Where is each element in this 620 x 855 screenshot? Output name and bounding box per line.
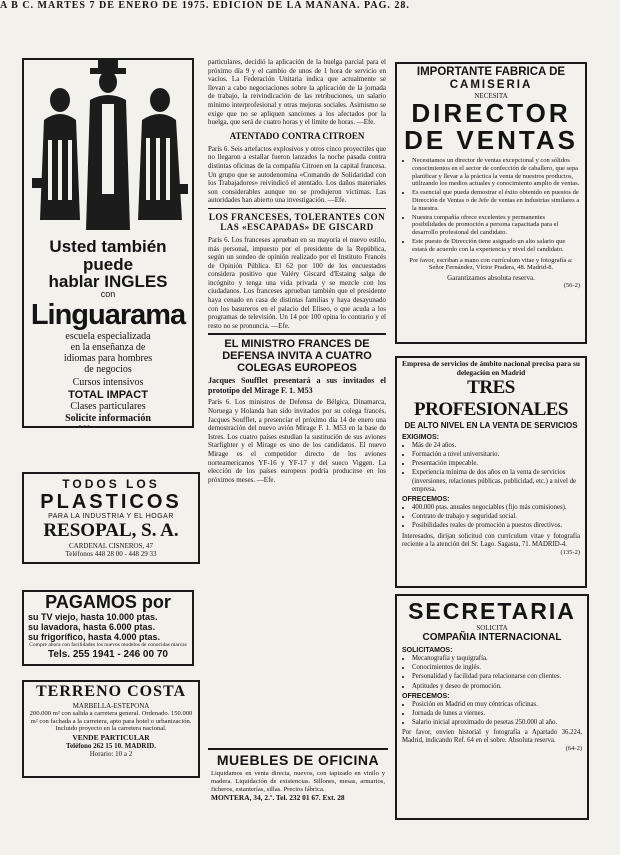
terreno-phone: Teléfono 262 15 10. MADRID. bbox=[66, 741, 156, 750]
muebles-address: MONTERA, 34, 2.º. Tel. 232 01 67. Ext. 28 bbox=[211, 793, 345, 803]
camiseria-line-1: IMPORTANTE FABRICA DE bbox=[416, 66, 566, 78]
tres-ofrecemos: OFRECEMOS: bbox=[402, 495, 450, 503]
camiseria-director: DIRECTOR bbox=[411, 98, 571, 128]
terreno-title: TERRENO COSTA bbox=[35, 683, 187, 700]
secretaria-offer-2: • Jornada de lunes a viernes. bbox=[412, 710, 582, 718]
pagamos-title: PAGAMOS por bbox=[45, 592, 171, 612]
article-atentado: París 6. Seis artefactos explosivos y otros cinco proyectiles que no llegaron a estallar fueron lanzados la noche pasada contra distintas oficinas de la compañía Citroen en la capital francesa. Un grupo que se autodenomina «Comando de Solidaridad con los Trabajadores» reivindicó el atentado. Los daños materiales son considerables aunque no se produjeron víctimas. Las autoridades han abierto una investigación. —Efe. bbox=[208, 144, 386, 205]
description-6: TOTAL IMPACT bbox=[68, 389, 148, 401]
secretaria-solicita: SOLICITA bbox=[476, 624, 508, 632]
terreno-hours: Horario: 10 a 2 bbox=[89, 749, 133, 758]
article-franceses: París 6. Los franceses aprueban en su mayoría el nuevo estilo, más personal, impuesto por el presidente de la República, según un sondeo de opinión realizado por el Instituto Francés de Opinión Pública. El 62 por 100 de los encuestados considera positivo que Valéry Giscard d'Estaing salga de incógnito y tenga una vida privada y se mezcle con los ciudadanos. Los franceses aprueban también que el presidente haya cenado en casa de distintas familias y haya desayunado con los basureros en el palacio del Elíseo, o que acuda a los programas de televisión. Un 14 por 100 opina lo contrario y el resto no se pronuncia. —Efe. bbox=[208, 235, 386, 330]
tres-contact: Interesados, dirijan solicitud con currículum vitae y fotografía reciente a la atención del Sr. Lago. Sagasta, 71. MADRID-4. bbox=[402, 532, 580, 548]
plasticos-line-2: PLASTICOS bbox=[40, 491, 182, 513]
camiseria-bullet-1: • Necesitamos un director de ventas excepcional y con sólidos conocimientos en el sector de confección de caballero, que sepa planificar y llevar a la práctica la venta de nuestros productos, utilizando los medios actuales y conocimiento amplio de ventas. bbox=[412, 157, 580, 188]
camiseria-reserve: Garantizamos absoluta reserva. bbox=[447, 274, 535, 283]
muebles-ad bbox=[208, 748, 388, 810]
secretaria-offer-1: • Posición en Madrid en muy céntricas oficinas. bbox=[412, 701, 582, 709]
headline-line-1: Usted también bbox=[49, 237, 167, 256]
secretaria-req-1: • Mecanografía y taquigrafía. bbox=[412, 655, 582, 663]
description-5: Cursos intensivos bbox=[72, 377, 144, 388]
camiseria-ventas: DE VENTAS bbox=[404, 125, 578, 155]
linguarama-ad bbox=[22, 58, 194, 428]
pagamos-tv: su TV viejo, hasta 10.000 ptas. bbox=[28, 612, 158, 622]
description-2: en la enseñanza de bbox=[70, 342, 146, 353]
secretaria-contact: Por favor, envíen historial y fotografía a Apartado 36.224, Madrid, indicando Ref. 64 en el sobre. Absoluta reserva. bbox=[402, 729, 582, 745]
secretaria-offer-3: • Salario inicial aproximado de pesetas 250.000 al año. bbox=[412, 719, 582, 727]
headline-ministro: EL MINISTRO FRANCES DE DEFENSA INVITA A CUATRO COLEGAS EUROPEOS bbox=[222, 338, 372, 375]
tres-req-4: • Experiencia mínima de dos años en la venta de servicios (inversiones, relaciones públicas, publicidad, etc.) a nivel de empresa. bbox=[412, 469, 580, 494]
tres-offer-1: • 400.000 ptas. anuales negociables (fijo más comisiones). bbox=[412, 504, 580, 512]
secretaria-title: SECRETARIA bbox=[408, 598, 576, 624]
tres-req-3: • Presentación impecable. bbox=[412, 460, 580, 468]
plasticos-address: CARDENAL CISNEROS, 47 bbox=[69, 542, 153, 550]
secretaria-ref: (64-2) bbox=[565, 745, 582, 753]
camiseria-bullet-4: • Este puesto de Dirección tiene asignado un alto salario que estará de acuerdo con la experiencia y nivel del candidato. bbox=[412, 238, 580, 254]
plasticos-company: RESOPAL, S. A. bbox=[43, 520, 179, 541]
pagamos-lavadora: su lavadora, hasta 6.000 ptas. bbox=[28, 622, 156, 632]
description-3: idiomas para hombres bbox=[63, 353, 153, 364]
pagamos-ad bbox=[22, 590, 194, 666]
headline-line-2: puede bbox=[82, 255, 134, 274]
secretaria-ad bbox=[395, 594, 589, 820]
brand-name: Linguarama bbox=[30, 299, 186, 331]
description-1: escuela especializada bbox=[65, 331, 151, 342]
muebles-title: MUEBLES DE OFICINA bbox=[216, 752, 380, 768]
secretaria-solicitamos: SOLICITAMOS: bbox=[402, 647, 453, 654]
tres-subtitle: DE ALTO NIVEL EN LA VENTA DE SERVICIOS bbox=[404, 421, 578, 431]
article-ministro: París 6. Los ministros de Defensa de Bélgica, Dinamarca, Noruega y Holanda han sido invitados por su colega francés, Jacques Soufflet, a presenciar el próximo día 14 de enero una demostración del nuevo avión Mirage F. 1. M53 en la base de Istres. Los cuatro países estudian la sustitución de sus aviones Starfighter y el Mirage es uno de los candidatos. El nuevo Mirage es el competidor directo de los aviones norteamericanos YF-16 y YF-17 y del sueco Viggen. La elección de los países europeos podría producirse en los próximos meses. —Efe. bbox=[208, 398, 386, 484]
plasticos-line-1: TODOS LOS bbox=[62, 477, 160, 491]
tres-offer-2: • Contrato de trabajo y seguridad social. bbox=[412, 513, 580, 521]
plasticos-phone: Teléfonos 448 28 00 - 448 29 33 bbox=[65, 550, 157, 558]
secretaria-req-2: • Conocimientos de inglés. bbox=[412, 664, 582, 672]
pagamos-text: Compre ahora con facilidades los nuevos modelos de conocidas marcas bbox=[29, 642, 187, 648]
pagamos-phones: Tels. 255 1941 - 246 00 70 bbox=[48, 648, 168, 660]
camiseria-bullet-2: • Es esencial que pueda demostrar el éxito obtenido en puestos de Dirección de Ventas o de Jefe de ventas en industrias similares a la nuestra. bbox=[412, 189, 580, 212]
news-column bbox=[208, 58, 386, 748]
secretaria-req-4: • Aptitudes y deseo de promoción. bbox=[412, 683, 582, 691]
secretaria-ofrecemos: OFRECEMOS: bbox=[402, 692, 450, 700]
tres-exigimos: EXIGIMOS: bbox=[402, 433, 439, 441]
tres-profesionales-ad bbox=[395, 356, 587, 588]
terreno-description: 200.000 m² con salida a carretera general. Ordenado. 150.000 m² con fachada a la carretera, apto para hotel o urbanización. Incluido proyecto en la carretera nacional. bbox=[29, 710, 193, 733]
tres-req-1: • Más de 24 años. bbox=[412, 442, 580, 450]
headline-line-4: con bbox=[100, 289, 116, 299]
terreno-place: MARBELLA-ESTEPONA bbox=[72, 702, 150, 710]
camiseria-line-2: CAMISERIA bbox=[449, 79, 533, 91]
plasticos-line-3: PARA LA INDUSTRIA Y EL HOGAR bbox=[48, 513, 174, 520]
description-7: Clases particulares bbox=[70, 401, 146, 412]
camiseria-line-3: NECESITA bbox=[474, 92, 508, 100]
page-header: A B C. MARTES 7 DE ENERO DE 1975. EDICION DE LA MAÑANA. PAG. 28. bbox=[0, 0, 410, 11]
article-continuation: particulares, decidió la aplicación de la huelga parcial para el próximo día 9 y el cambio de unos de 1 hora de servicio en vacíos. La Federación Unitaria indica que actualmente se llevan a cabo negociaciones sobre la aplicación de la jornada de trabajo, la reivindicación de las retribuciones, un salario mínimo interprofesional y otras mejoras sociales. Asimismo se exige que no se apliquen sanciones a los afectados por la huelga, que será de cuatro horas y el límite de horas. —Efe. bbox=[208, 58, 386, 127]
secretaria-company: COMPAÑIA INTERNACIONAL bbox=[422, 632, 562, 643]
tres-title: TRES PROFESIONALES bbox=[414, 377, 568, 421]
businessmen-illustration bbox=[24, 60, 192, 240]
headline-atentado: ATENTADO CONTRA CITROEN bbox=[229, 130, 365, 141]
muebles-text: Liquidamos en venta directa, nuevos, con tapizado en vinilo y madera. Liquidación de existencias. Sillones, mesas, armarios, ficheros, estanterías, sillas. Precios fábrica. bbox=[211, 770, 385, 793]
phone bbox=[24, 425, 192, 428]
description-4: de negocios bbox=[84, 364, 132, 375]
pagamos-frigorifico: su frigorífico, hasta 4.000 ptas. bbox=[28, 632, 161, 642]
tres-intro: Empresa de servicios de ámbito nacional precisa para su delegación en Madrid bbox=[402, 359, 580, 377]
terreno-ad bbox=[22, 680, 200, 778]
plasticos-ad bbox=[22, 472, 200, 564]
director-ventas-ad bbox=[395, 62, 587, 344]
tres-req-2: • Formación a nivel universitario. bbox=[412, 451, 580, 459]
camiseria-bullet-3: • Nuestra compañía ofrece excelentes y permanentes posibilidades de promoción a persona capacitada para el desarrollo profesional del candidato. bbox=[412, 214, 580, 237]
headline-franceses: LOS FRANCESES, TOLERANTES CON LAS «ESCAPADAS» DE GISCARD bbox=[208, 211, 386, 233]
description-8: Solicite información bbox=[65, 413, 151, 424]
camiseria-contact: Por favor, escriban a mano con currículum vitae y fotografía a: Señor Fernández, Víctor Pradera, 48. Madrid-8. bbox=[409, 256, 573, 272]
headline-line-3: hablar INGLES bbox=[48, 272, 168, 291]
subheadline-ministro: Jacques Soufflet presentará a sus invitados el prototipo del Mirage F. 1. M53 bbox=[208, 376, 386, 395]
terreno-seller: VENDE PARTICULAR bbox=[72, 732, 150, 742]
camiseria-ref: (56-2) bbox=[563, 282, 580, 290]
secretaria-req-3: • Personalidad y facilidad para relacionarse con clientes. bbox=[412, 673, 582, 681]
tres-offer-3: • Posibilidades reales de promoción a puestos directivos. bbox=[412, 522, 580, 530]
tres-ref: (135-2) bbox=[560, 548, 580, 556]
